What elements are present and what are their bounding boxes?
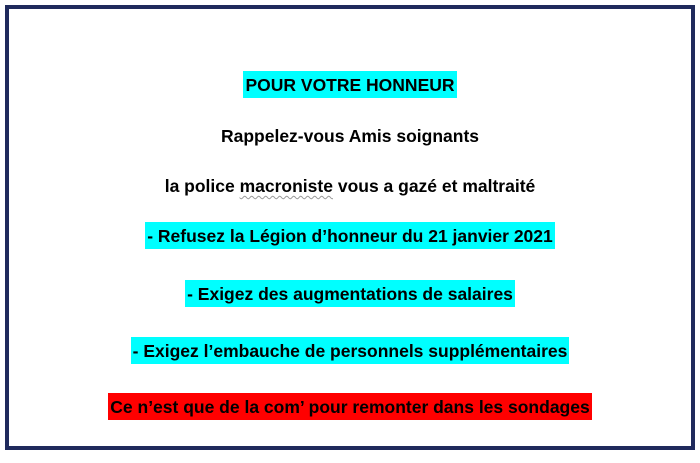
police-suffix: vous a gazé et maltraité: [332, 176, 536, 196]
polls-text: Ce n’est que de la com’ pour remonter dans les sondages: [108, 393, 591, 420]
hiring-text: - Exigez l’embauche de personnels supplémentaires: [131, 337, 570, 364]
hiring-line: [9, 337, 691, 364]
salary-line: [9, 280, 691, 307]
title-text: POUR VOTRE HONNEUR: [243, 71, 456, 98]
salary-text: - Exigez des augmentations de salaires: [185, 280, 515, 307]
police-text: [163, 172, 538, 199]
title-line: [9, 71, 691, 98]
subtitle-line: [9, 122, 691, 149]
refuse-text: - Refusez la Légion d’honneur du 21 janvier 2021: [145, 222, 555, 249]
police-line: [9, 172, 691, 199]
refuse-line: [9, 222, 691, 249]
polls-line: [9, 393, 691, 420]
document-frame: [5, 5, 695, 450]
subtitle-text: Rappelez-vous Amis soignants: [220, 126, 479, 146]
police-prefix: la police: [164, 176, 240, 196]
spellcheck-word: macroniste: [239, 176, 333, 196]
